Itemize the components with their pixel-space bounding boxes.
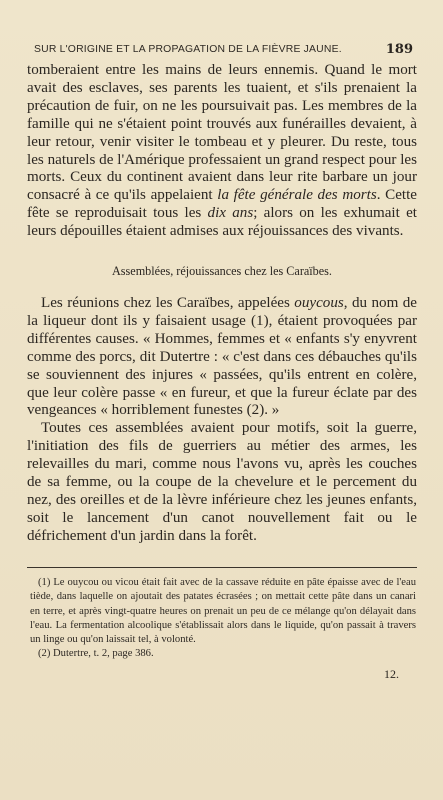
paragraph-funerals xyxy=(27,62,417,241)
footnote-divider xyxy=(27,567,417,568)
italic-phrase: dix ans xyxy=(207,205,254,222)
page-header xyxy=(34,42,413,60)
paragraph-text: . Cette fête se reproduisait tous les xyxy=(27,187,417,222)
paragraph-assemblies: Toutes ces assemblées avaient pour motifs, soit la guerre, l'initiation des fils de guerriers au métier des armes, les relevailles du mari, comme nous l'avons vu, après les couches de sa femme, ou la coupe de la chevelure et le percement du nez, des oreilles et de la lèvre inférieure chez les jeunes enfants, soit le lancement d'un canot nouvellement fait ou le défrichement d'un jardin dans la forêt. xyxy=(27,420,417,544)
signature-mark: 12. xyxy=(384,667,399,681)
running-head: SUR L'ORIGINE ET LA PROPAGATION DE LA FIÈVRE JAUNE. xyxy=(34,44,342,55)
paragraph-text: Les réunions chez les Caraïbes, appelées xyxy=(41,294,295,311)
page-number: 189 xyxy=(385,42,413,57)
main-text xyxy=(27,62,417,546)
section-heading: Assemblées, réjouissances chez les Caraïbes. xyxy=(112,264,332,279)
italic-phrase: ouycous xyxy=(294,294,344,311)
footnote-1: (1) Le ouycou ou vicou était fait avec de la cassave réduite en pâte épaisse avec de l'eau tiède, dans laquelle on ajoutait des patates écrasées ; on mettait cette pâte dans un canari en terre, et après vingt-quatre heures on prenait un peu de ce mélange qu'on délayait dans l'eau. La fermentation alcoolique s'établissait alors dans le liquide, qu'on passait à travers un linge ou qu'on laissait tel, à volonté. xyxy=(30,577,416,646)
footnote-2: (2) Dutertre, t. 2, page 386. xyxy=(38,648,154,660)
paragraph-ouycous xyxy=(27,295,417,420)
footnotes xyxy=(30,576,416,662)
paragraph-text: , du nom de la liqueur dont ils y faisaient usage (1), étaient provoquées par différentes causes. « Hommes, femmes et « enfants s'y enyvrent comme des porcs, dit Dutertre : « c'est dans ces débauches qu'ils se souviennent des injures « passées, qu'ils entrent en colère, que leur colère passe « en fureur, et que la fureur éclate par des vengeances « horriblement funestes (2). » xyxy=(27,294,417,419)
paragraph-text: ; alors on les exhumait et leurs dépouilles étaient admises aux réjouissances des vivants. xyxy=(27,205,417,240)
italic-phrase: la fête générale des morts xyxy=(217,187,377,204)
paragraph-text: tomberaient entre les mains de leurs ennemis. Quand le mort avait des esclaves, ses parents les tuaient, et s'ils prenaient la précaution de fuir, on ne les poursuivait pas. Les membres de la famille qui ne s'étaient point trouvés aux funérailles devaient, à leur retour, venir visiter le tombeau et y pleurer. Du reste, tous les naturels de l'Amérique professaient un grand respect pour les morts. Ceux du continent avaient dans leur rite barbare un jour consacré à ce qu'ils appelaient xyxy=(27,62,417,204)
